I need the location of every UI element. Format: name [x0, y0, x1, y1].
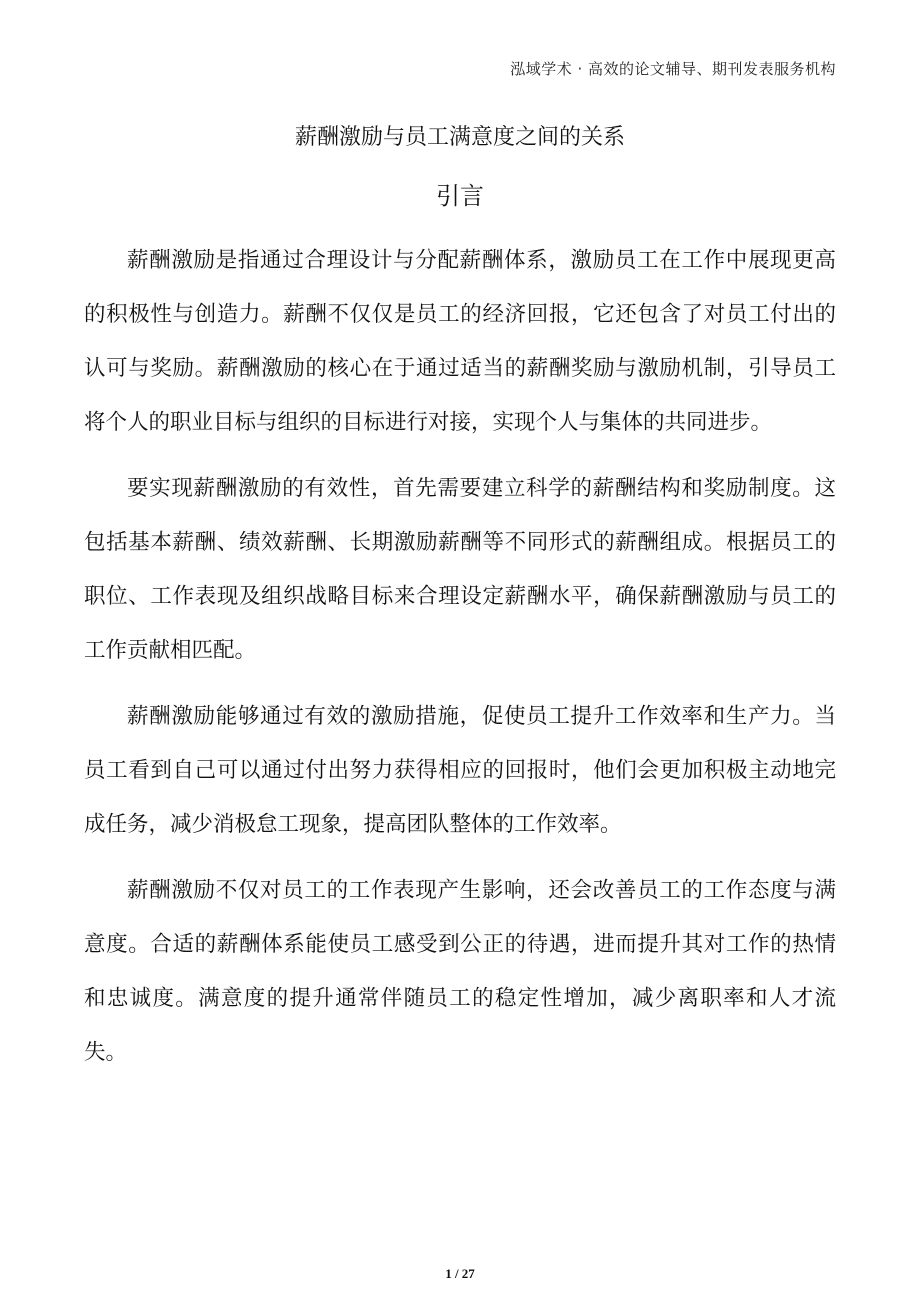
body-paragraph-3: 薪酬激励能够通过有效的激励措施，促使员工提升工作效率和生产力。当员工看到自己可以通过付出努力获得相应的回报时，他们会更加积极主动地完成任务，减少消极怠工现象，提高团队整体的工作效率。	[84, 704, 836, 837]
document-body	[84, 234, 836, 1092]
page-number: 1 / 27	[445, 1266, 475, 1281]
body-paragraph-1: 薪酬激励是指通过合理设计与分配薪酬体系，激励员工在工作中展现更高的积极性与创造力。薪酬不仅仅是员工的经济回报，它还包含了对员工付出的认可与奖励。薪酬激励的核心在于通过适当的薪酬奖励与激励机制，引导员工将个人的职业目标与组织的目标进行对接，实现个人与集体的共同进步。	[84, 248, 836, 435]
document-title: 薪酬激励与员工满意度之间的关系	[294, 125, 625, 150]
section-heading: 引言	[436, 182, 484, 210]
header-org-note: 泓域学术 · 高效的论文辅导、期刊发表服务机构	[510, 60, 836, 78]
body-paragraph-2: 要实现薪酬激励的有效性，首先需要建立科学的薪酬结构和奖励制度。这包括基本薪酬、绩效薪酬、长期激励薪酬等不同形式的薪酬组成。根据员工的职位、工作表现及组织战略目标来合理设定薪酬水平，确保薪酬激励与员工的工作贡献相匹配。	[84, 476, 836, 663]
body-paragraph-4: 薪酬激励不仅对员工的工作表现产生影响，还会改善员工的工作态度与满意度。合适的薪酬体系能使员工感受到公正的待遇，进而提升其对工作的热情和忠诚度。满意度的提升通常伴随员工的稳定性增加，减少离职率和人才流失。	[84, 878, 836, 1065]
